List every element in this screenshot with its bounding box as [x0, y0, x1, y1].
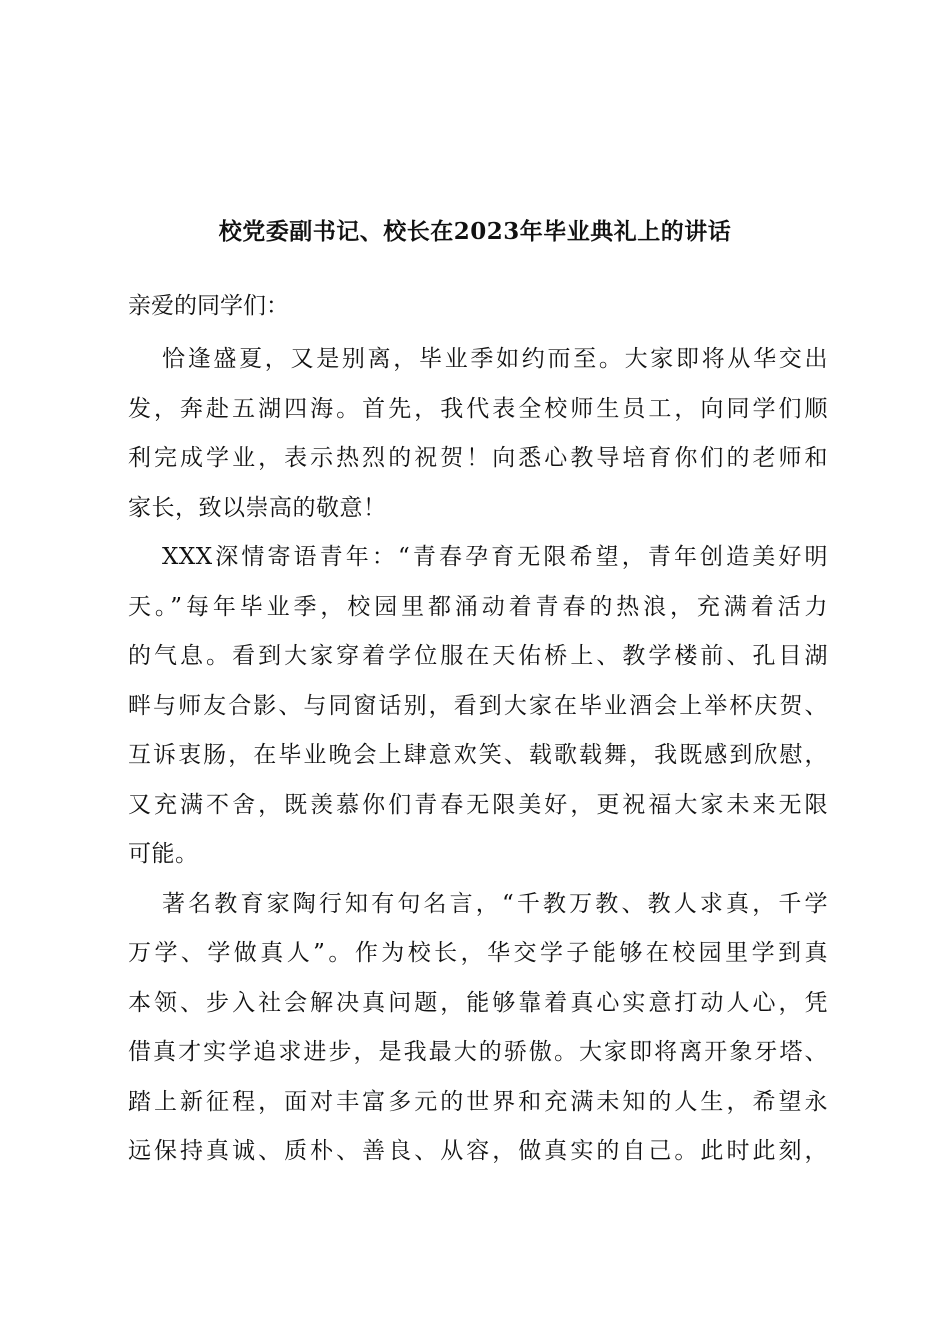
paragraph-line: 发，奔赴五湖四海。首先，我代表全校师生员工，向同学们顺 [128, 395, 828, 422]
paragraph-line: 远保持真诚、质朴、善良、从容，做真实的自己。此时此刻， [128, 1138, 828, 1164]
paragraph-line: 互诉衷肠，在毕业晚会上肆意欢笑、载歌载舞，我既感到欣慰， [128, 742, 828, 768]
paragraph-3 [128, 880, 828, 1177]
document-title: 校党委副书记、校长在2023年毕业典礼上的讲话 [218, 218, 732, 245]
paragraph-line: 恰逢盛夏，又是别离，毕业季如约而至。大家即将从华交出 [162, 346, 828, 372]
paragraph-2 [128, 533, 828, 880]
paragraph-line: 可能。 [128, 841, 199, 867]
paragraph-line: 畔与师友合影、与同窗话别，看到大家在毕业酒会上举杯庆贺、 [128, 692, 828, 719]
paragraph-line: 的气息。看到大家穿着学位服在天佑桥上、教学楼前、孔目湖 [128, 643, 828, 669]
paragraph-line: XXX深情寄语青年：“青春孕育无限希望，青年创造美好明 [162, 544, 828, 570]
paragraph-line: 著名教育家陶行知有句名言，“千教万教、教人求真，千学 [162, 890, 828, 917]
salutation: 亲爱的同学们： [128, 293, 289, 319]
paragraph-line: 借真才实学追求进步，是我最大的骄傲。大家即将离开象牙塔、 [128, 1039, 828, 1065]
paragraph-line: 家长，致以崇高的敬意！ [128, 494, 387, 521]
paragraph-1 [128, 335, 828, 533]
paragraph-line: 天。”每年毕业季，校园里都涌动着青春的热浪，充满着活力 [128, 593, 828, 620]
paragraph-line: 又充满不舍，既羡慕你们青春无限美好，更祝福大家未来无限 [128, 791, 828, 818]
paragraph-line: 利完成学业，表示热烈的祝贺！向悉心教导培育你们的老师和 [128, 445, 828, 471]
document-body [128, 286, 828, 1177]
paragraph-line: 本领、步入社会解决真问题，能够靠着真心实意打动人心，凭 [128, 989, 828, 1016]
paragraph-line: 踏上新征程，面对丰富多元的世界和充满未知的人生，希望永 [128, 1088, 828, 1115]
paragraph-line: 万学、学做真人”。作为校长，华交学子能够在校园里学到真 [128, 940, 828, 966]
